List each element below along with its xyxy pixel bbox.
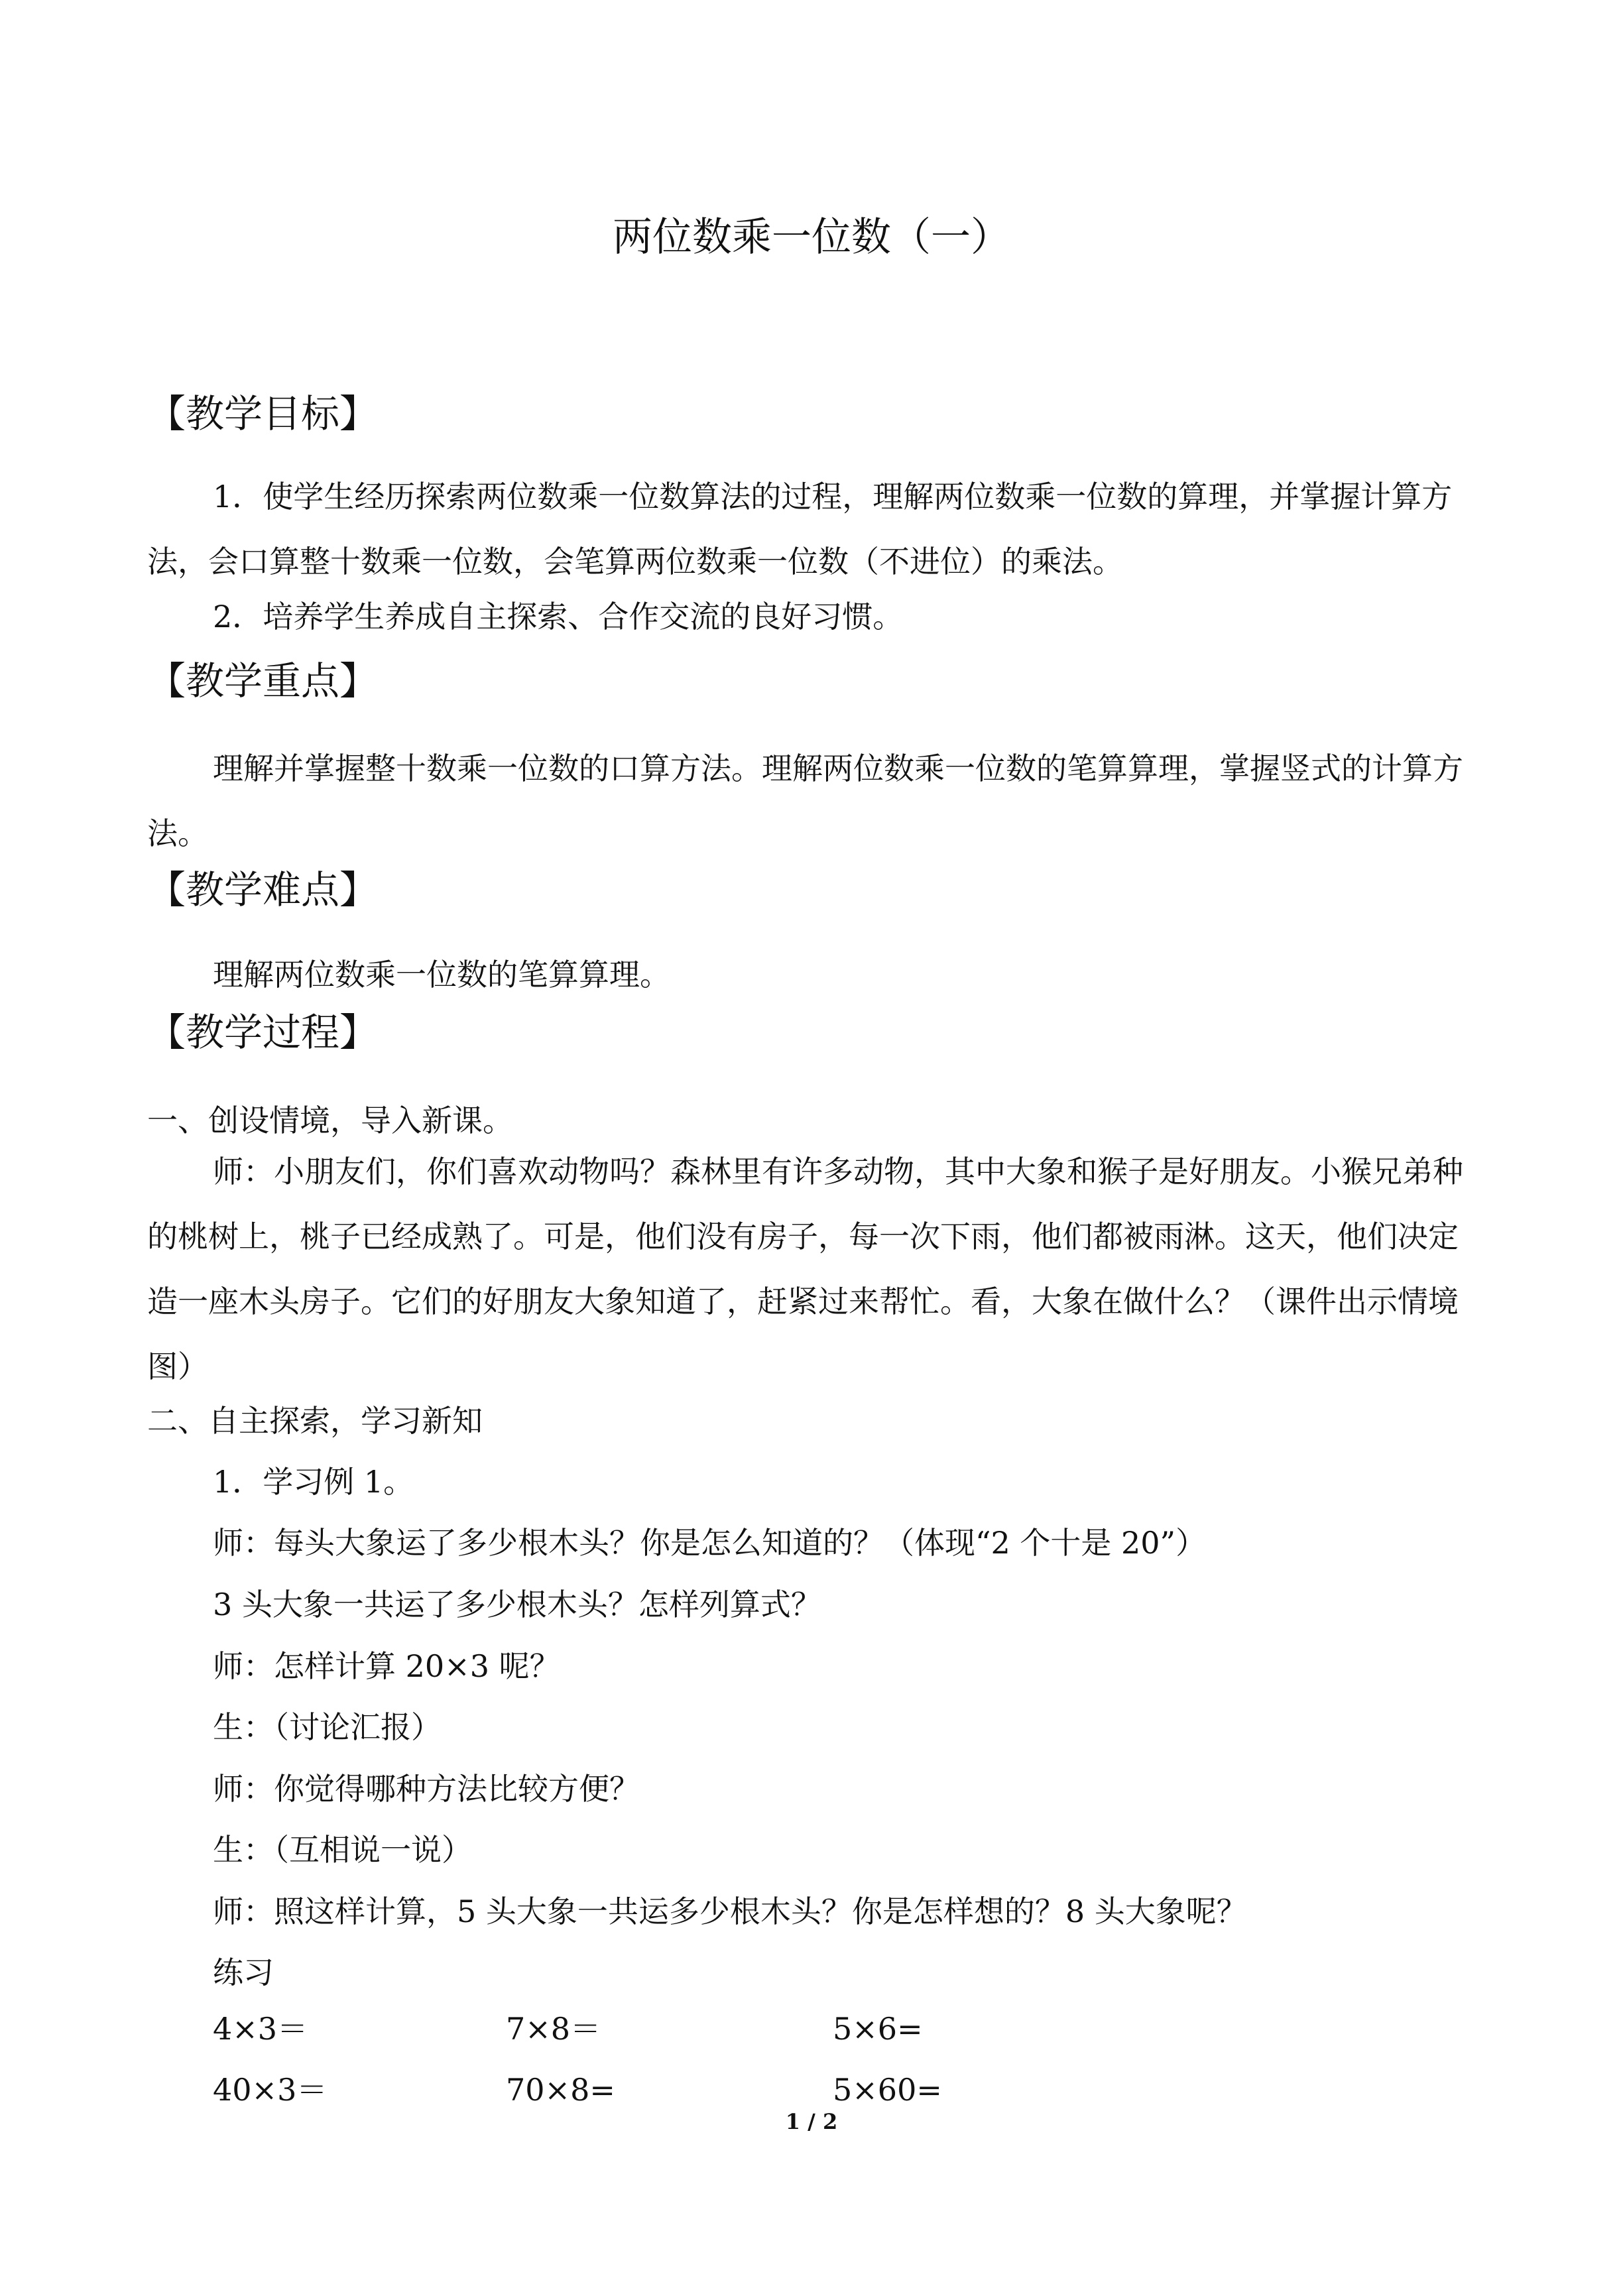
process-line: 师：照这样计算，5 头大象一共运多少根木头？你是怎样想的？8 头大象呢？ — [213, 1894, 1247, 1929]
process-line: 生：（互相说一说） — [213, 1832, 472, 1868]
heading-key-points: 【教学重点】 — [147, 658, 379, 703]
exercise-item: 40×3＝ — [213, 2072, 328, 2108]
difficulties-paragraph: 理解两位数乘一位数的笔算算理。 — [213, 957, 670, 993]
page-number: 1 / 2 — [785, 2109, 838, 2134]
process-part1-paragraph: 师：小朋友们，你们喜欢动物吗？森林里有许多动物，其中大象和猴子是好朋友。小猴兄弟种的桃树上，桃子已经成熟了。可是，他们没有房子，每一次下雨，他们都被雨淋。这天，他们决定造一座木头房子。它们的好朋友大象知道了，赶紧过来帮忙。看，大象在做什么？（课件出示情境图） — [147, 1154, 1463, 1384]
exercise-item: 7×8＝ — [506, 2011, 601, 2047]
key-points-paragraph: 理解并掌握整十数乘一位数的口算方法。理解两位数乘一位数的笔算算理，掌握竖式的计算方法。 — [147, 751, 1463, 851]
exercise-item: 4×3＝ — [213, 2011, 308, 2047]
exercise-item: 5×6= — [833, 2011, 923, 2047]
exercise-item: 5×60= — [833, 2072, 942, 2108]
process-line: 1．学习例 1。 — [213, 1464, 414, 1500]
objectives-paragraph-1: 1．使学生经历探索两位数乘一位数算法的过程，理解两位数乘一位数的算理，并掌握计算方法，会口算整十数乘一位数，会笔算两位数乘一位数（不进位）的乘法。 — [147, 479, 1453, 579]
objectives-paragraph-2: 2．培养学生养成自主探索、合作交流的良好习惯。 — [213, 599, 904, 634]
process-line: 生：（讨论汇报） — [213, 1709, 442, 1745]
heading-difficulties: 【教学难点】 — [147, 867, 379, 912]
process-line: 练习 — [213, 1955, 274, 1990]
document-title: 两位数乘一位数（一） — [613, 214, 1010, 261]
process-part1-title: 一、创设情境，导入新课。 — [147, 1103, 513, 1138]
process-line: 3 头大象一共运了多少根木头？怎样列算式？ — [213, 1587, 821, 1622]
process-line: 师：怎样计算 20×3 呢？ — [213, 1648, 560, 1684]
exercise-item: 70×8= — [506, 2072, 615, 2108]
heading-process: 【教学过程】 — [147, 1010, 379, 1055]
process-line: 师：你觉得哪种方法比较方便？ — [213, 1771, 640, 1807]
heading-objectives: 【教学目标】 — [147, 391, 379, 436]
process-part2-title: 二、自主探索，学习新知 — [147, 1403, 483, 1439]
process-line: 师：每头大象运了多少根木头？你是怎么知道的？（体现“2 个十是 20”） — [213, 1525, 1207, 1561]
